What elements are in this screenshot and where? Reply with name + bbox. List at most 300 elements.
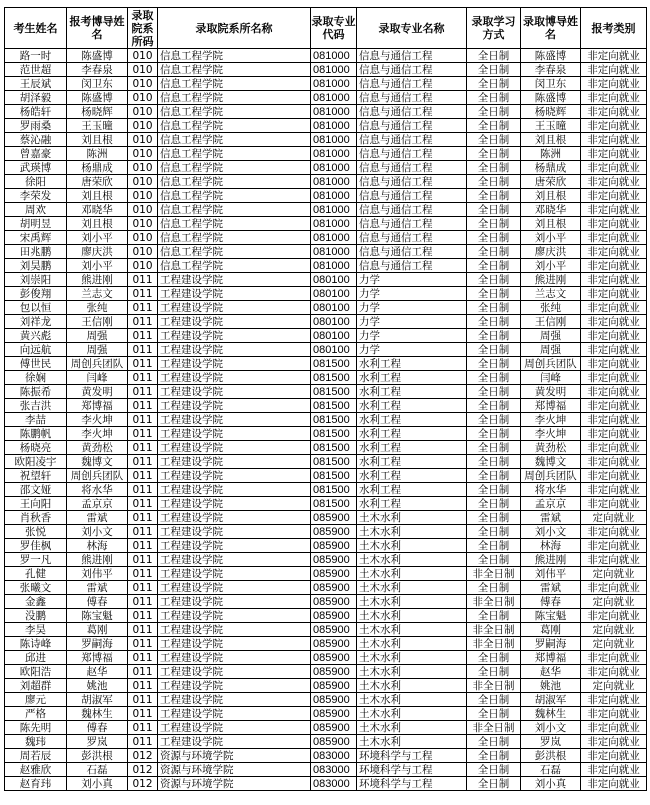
cell-category: 非定向就业 bbox=[581, 105, 647, 119]
cell-applied-supervisor: 胡淑军 bbox=[67, 693, 128, 707]
cell-category: 定向就业 bbox=[581, 567, 647, 581]
cell-dept-code: 012 bbox=[128, 777, 158, 791]
cell-major-name: 土木水利 bbox=[357, 581, 467, 595]
cell-major-code: 080100 bbox=[311, 315, 357, 329]
cell-category: 定向就业 bbox=[581, 623, 647, 637]
cell-major-name: 信息与通信工程 bbox=[357, 217, 467, 231]
cell-dept-name: 信息工程学院 bbox=[158, 175, 311, 189]
cell-dept-name: 工程建设学院 bbox=[158, 413, 311, 427]
cell-admitted-supervisor: 将水华 bbox=[521, 483, 581, 497]
table-row bbox=[5, 147, 647, 161]
cell-major-name: 土木水利 bbox=[357, 693, 467, 707]
cell-admitted-supervisor: 罗嗣海 bbox=[521, 637, 581, 651]
cell-candidate-name: 武瑛博 bbox=[5, 161, 67, 175]
cell-applied-supervisor: 邓晓华 bbox=[67, 203, 128, 217]
cell-study-mode: 全日制 bbox=[467, 119, 521, 133]
cell-applied-supervisor: 兰志文 bbox=[67, 287, 128, 301]
cell-study-mode: 非全日制 bbox=[467, 721, 521, 735]
cell-dept-code: 011 bbox=[128, 595, 158, 609]
cell-dept-name: 工程建设学院 bbox=[158, 707, 311, 721]
cell-major-code: 081000 bbox=[311, 217, 357, 231]
cell-major-code: 080100 bbox=[311, 287, 357, 301]
cell-applied-supervisor: 杨鼎成 bbox=[67, 161, 128, 175]
cell-major-name: 信息与通信工程 bbox=[357, 147, 467, 161]
cell-study-mode: 非全日制 bbox=[467, 679, 521, 693]
cell-major-name: 土木水利 bbox=[357, 595, 467, 609]
cell-dept-name: 信息工程学院 bbox=[158, 133, 311, 147]
cell-applied-supervisor: 张纯 bbox=[67, 301, 128, 315]
cell-major-name: 信息与通信工程 bbox=[357, 63, 467, 77]
cell-dept-code: 011 bbox=[128, 483, 158, 497]
cell-major-code: 081000 bbox=[311, 189, 357, 203]
table-row bbox=[5, 245, 647, 259]
cell-major-code: 085900 bbox=[311, 581, 357, 595]
cell-applied-supervisor: 黄发明 bbox=[67, 385, 128, 399]
table-row bbox=[5, 595, 647, 609]
cell-category: 非定向就业 bbox=[581, 483, 647, 497]
cell-major-name: 土木水利 bbox=[357, 553, 467, 567]
cell-candidate-name: 杨皓轩 bbox=[5, 105, 67, 119]
cell-dept-name: 信息工程学院 bbox=[158, 217, 311, 231]
cell-dept-name: 工程建设学院 bbox=[158, 287, 311, 301]
cell-admitted-supervisor: 胡淑军 bbox=[521, 693, 581, 707]
cell-admitted-supervisor: 彭洪根 bbox=[521, 749, 581, 763]
cell-dept-code: 010 bbox=[128, 91, 158, 105]
cell-dept-code: 011 bbox=[128, 721, 158, 735]
cell-dept-code: 011 bbox=[128, 427, 158, 441]
cell-major-code: 081500 bbox=[311, 469, 357, 483]
cell-study-mode: 全日制 bbox=[467, 329, 521, 343]
cell-dept-name: 工程建设学院 bbox=[158, 483, 311, 497]
table-row bbox=[5, 63, 647, 77]
cell-major-code: 081500 bbox=[311, 427, 357, 441]
cell-category: 非定向就业 bbox=[581, 287, 647, 301]
cell-dept-name: 工程建设学院 bbox=[158, 721, 311, 735]
table-row bbox=[5, 273, 647, 287]
cell-study-mode: 全日制 bbox=[467, 91, 521, 105]
cell-candidate-name: 张吉洪 bbox=[5, 399, 67, 413]
cell-study-mode: 全日制 bbox=[467, 371, 521, 385]
cell-major-name: 土木水利 bbox=[357, 539, 467, 553]
cell-admitted-supervisor: 罗岚 bbox=[521, 735, 581, 749]
cell-major-code: 085900 bbox=[311, 735, 357, 749]
cell-applied-supervisor: 王玉曈 bbox=[67, 119, 128, 133]
cell-category: 非定向就业 bbox=[581, 777, 647, 791]
cell-major-code: 081000 bbox=[311, 133, 357, 147]
cell-dept-code: 011 bbox=[128, 441, 158, 455]
cell-applied-supervisor: 刘伟平 bbox=[67, 567, 128, 581]
cell-study-mode: 全日制 bbox=[467, 609, 521, 623]
cell-dept-name: 工程建设学院 bbox=[158, 441, 311, 455]
cell-category: 非定向就业 bbox=[581, 693, 647, 707]
cell-major-code: 080100 bbox=[311, 273, 357, 287]
cell-admitted-supervisor: 魏林生 bbox=[521, 707, 581, 721]
cell-major-name: 土木水利 bbox=[357, 735, 467, 749]
cell-dept-name: 信息工程学院 bbox=[158, 147, 311, 161]
table-row bbox=[5, 105, 647, 119]
cell-major-code: 081000 bbox=[311, 203, 357, 217]
cell-major-name: 土木水利 bbox=[357, 637, 467, 651]
cell-major-code: 080100 bbox=[311, 301, 357, 315]
cell-admitted-supervisor: 葛刚 bbox=[521, 623, 581, 637]
cell-applied-supervisor: 罗岚 bbox=[67, 735, 128, 749]
cell-applied-supervisor: 李火坤 bbox=[67, 413, 128, 427]
cell-admitted-supervisor: 陈宝魁 bbox=[521, 609, 581, 623]
cell-admitted-supervisor: 魏博文 bbox=[521, 455, 581, 469]
cell-applied-supervisor: 周创兵团队 bbox=[67, 357, 128, 371]
cell-dept-code: 010 bbox=[128, 161, 158, 175]
cell-admitted-supervisor: 杨晓辉 bbox=[521, 105, 581, 119]
cell-dept-name: 工程建设学院 bbox=[158, 735, 311, 749]
cell-major-name: 信息与通信工程 bbox=[357, 231, 467, 245]
cell-major-name: 信息与通信工程 bbox=[357, 175, 467, 189]
cell-major-code: 083000 bbox=[311, 777, 357, 791]
cell-candidate-name: 陈振希 bbox=[5, 385, 67, 399]
cell-major-name: 信息与通信工程 bbox=[357, 133, 467, 147]
cell-admitted-supervisor: 傅春 bbox=[521, 595, 581, 609]
cell-major-name: 土木水利 bbox=[357, 609, 467, 623]
cell-category: 定向就业 bbox=[581, 637, 647, 651]
table-row bbox=[5, 511, 647, 525]
cell-admitted-supervisor: 张纯 bbox=[521, 301, 581, 315]
cell-dept-code: 011 bbox=[128, 567, 158, 581]
cell-dept-code: 011 bbox=[128, 707, 158, 721]
cell-category: 非定向就业 bbox=[581, 707, 647, 721]
cell-category: 非定向就业 bbox=[581, 147, 647, 161]
cell-admitted-supervisor: 刘小真 bbox=[521, 777, 581, 791]
cell-category: 非定向就业 bbox=[581, 763, 647, 777]
cell-major-code: 081000 bbox=[311, 259, 357, 273]
cell-applied-supervisor: 廖庆洪 bbox=[67, 245, 128, 259]
cell-category: 非定向就业 bbox=[581, 259, 647, 273]
cell-study-mode: 全日制 bbox=[467, 287, 521, 301]
cell-study-mode: 全日制 bbox=[467, 301, 521, 315]
cell-dept-name: 工程建设学院 bbox=[158, 315, 311, 329]
cell-study-mode: 全日制 bbox=[467, 273, 521, 287]
header-cell: 报考博导姓名 bbox=[67, 8, 128, 49]
cell-candidate-name: 杨晓亮 bbox=[5, 441, 67, 455]
cell-applied-supervisor: 陈盛博 bbox=[67, 49, 128, 63]
cell-major-name: 土木水利 bbox=[357, 721, 467, 735]
cell-major-name: 水利工程 bbox=[357, 413, 467, 427]
cell-category: 非定向就业 bbox=[581, 441, 647, 455]
cell-candidate-name: 刘祥龙 bbox=[5, 315, 67, 329]
cell-applied-supervisor: 熊进刚 bbox=[67, 273, 128, 287]
cell-major-code: 081000 bbox=[311, 77, 357, 91]
cell-dept-code: 010 bbox=[128, 133, 158, 147]
cell-dept-name: 工程建设学院 bbox=[158, 651, 311, 665]
cell-candidate-name: 傅世民 bbox=[5, 357, 67, 371]
cell-applied-supervisor: 雷斌 bbox=[67, 511, 128, 525]
cell-dept-name: 信息工程学院 bbox=[158, 105, 311, 119]
cell-admitted-supervisor: 黄劲松 bbox=[521, 441, 581, 455]
table-row bbox=[5, 483, 647, 497]
cell-applied-supervisor: 林海 bbox=[67, 539, 128, 553]
cell-dept-code: 010 bbox=[128, 119, 158, 133]
cell-study-mode: 全日制 bbox=[467, 763, 521, 777]
cell-major-code: 085900 bbox=[311, 637, 357, 651]
cell-dept-code: 011 bbox=[128, 581, 158, 595]
cell-dept-code: 011 bbox=[128, 371, 158, 385]
cell-applied-supervisor: 赵华 bbox=[67, 665, 128, 679]
table-row bbox=[5, 231, 647, 245]
cell-candidate-name: 路一时 bbox=[5, 49, 67, 63]
cell-major-name: 土木水利 bbox=[357, 623, 467, 637]
cell-admitted-supervisor: 刘且根 bbox=[521, 133, 581, 147]
cell-admitted-supervisor: 邓晓华 bbox=[521, 203, 581, 217]
cell-admitted-supervisor: 唐荣欣 bbox=[521, 175, 581, 189]
cell-dept-code: 011 bbox=[128, 315, 158, 329]
cell-candidate-name: 胡泽毅 bbox=[5, 91, 67, 105]
cell-major-code: 083000 bbox=[311, 763, 357, 777]
table-row bbox=[5, 217, 647, 231]
cell-dept-code: 010 bbox=[128, 217, 158, 231]
cell-major-code: 081500 bbox=[311, 441, 357, 455]
cell-candidate-name: 李喆 bbox=[5, 413, 67, 427]
cell-major-name: 水利工程 bbox=[357, 497, 467, 511]
cell-candidate-name: 魏玮 bbox=[5, 735, 67, 749]
table-row bbox=[5, 609, 647, 623]
cell-dept-name: 工程建设学院 bbox=[158, 525, 311, 539]
cell-major-name: 环境科学与工程 bbox=[357, 777, 467, 791]
cell-candidate-name: 刘昊鹏 bbox=[5, 259, 67, 273]
cell-admitted-supervisor: 杨鼎成 bbox=[521, 161, 581, 175]
cell-major-code: 085900 bbox=[311, 679, 357, 693]
cell-dept-name: 工程建设学院 bbox=[158, 399, 311, 413]
header-cell: 报考类别 bbox=[581, 8, 647, 49]
cell-applied-supervisor: 刘小真 bbox=[67, 777, 128, 791]
cell-major-code: 085900 bbox=[311, 553, 357, 567]
cell-admitted-supervisor: 兰志文 bbox=[521, 287, 581, 301]
cell-major-name: 信息与通信工程 bbox=[357, 161, 467, 175]
cell-dept-code: 011 bbox=[128, 343, 158, 357]
cell-study-mode: 全日制 bbox=[467, 483, 521, 497]
cell-study-mode: 全日制 bbox=[467, 189, 521, 203]
cell-candidate-name: 王向阳 bbox=[5, 497, 67, 511]
cell-major-code: 081500 bbox=[311, 399, 357, 413]
cell-admitted-supervisor: 孟京京 bbox=[521, 497, 581, 511]
cell-dept-code: 010 bbox=[128, 203, 158, 217]
cell-dept-name: 资源与环境学院 bbox=[158, 777, 311, 791]
table-row bbox=[5, 693, 647, 707]
table-row bbox=[5, 203, 647, 217]
table-row bbox=[5, 287, 647, 301]
cell-dept-code: 010 bbox=[128, 175, 158, 189]
cell-study-mode: 全日制 bbox=[467, 147, 521, 161]
cell-applied-supervisor: 李春泉 bbox=[67, 63, 128, 77]
cell-applied-supervisor: 傅春 bbox=[67, 721, 128, 735]
cell-study-mode: 全日制 bbox=[467, 161, 521, 175]
cell-admitted-supervisor: 李火坤 bbox=[521, 413, 581, 427]
cell-applied-supervisor: 郑博福 bbox=[67, 399, 128, 413]
cell-dept-code: 012 bbox=[128, 749, 158, 763]
cell-major-name: 力学 bbox=[357, 315, 467, 329]
cell-major-code: 085900 bbox=[311, 707, 357, 721]
cell-applied-supervisor: 刘小平 bbox=[67, 231, 128, 245]
cell-dept-name: 信息工程学院 bbox=[158, 245, 311, 259]
cell-candidate-name: 周欢 bbox=[5, 203, 67, 217]
table-row bbox=[5, 91, 647, 105]
cell-applied-supervisor: 周强 bbox=[67, 343, 128, 357]
cell-category: 非定向就业 bbox=[581, 161, 647, 175]
cell-major-name: 信息与通信工程 bbox=[357, 203, 467, 217]
cell-candidate-name: 彭俊翔 bbox=[5, 287, 67, 301]
cell-major-name: 土木水利 bbox=[357, 665, 467, 679]
cell-dept-code: 011 bbox=[128, 413, 158, 427]
table-row bbox=[5, 525, 647, 539]
cell-admitted-supervisor: 雷斌 bbox=[521, 581, 581, 595]
cell-admitted-supervisor: 陈盛博 bbox=[521, 49, 581, 63]
cell-candidate-name: 田兆鹏 bbox=[5, 245, 67, 259]
cell-admitted-supervisor: 林海 bbox=[521, 539, 581, 553]
cell-major-code: 081500 bbox=[311, 357, 357, 371]
cell-category: 非定向就业 bbox=[581, 553, 647, 567]
cell-dept-name: 工程建设学院 bbox=[158, 665, 311, 679]
table-row bbox=[5, 553, 647, 567]
cell-candidate-name: 李昊 bbox=[5, 623, 67, 637]
table-row bbox=[5, 469, 647, 483]
cell-dept-code: 011 bbox=[128, 525, 158, 539]
cell-admitted-supervisor: 刘且根 bbox=[521, 189, 581, 203]
cell-dept-name: 工程建设学院 bbox=[158, 455, 311, 469]
cell-admitted-supervisor: 石磊 bbox=[521, 763, 581, 777]
cell-dept-name: 工程建设学院 bbox=[158, 679, 311, 693]
cell-dept-code: 011 bbox=[128, 469, 158, 483]
cell-dept-code: 010 bbox=[128, 245, 158, 259]
cell-candidate-name: 徐娴 bbox=[5, 371, 67, 385]
cell-candidate-name: 向远航 bbox=[5, 343, 67, 357]
table-row bbox=[5, 567, 647, 581]
cell-dept-name: 工程建设学院 bbox=[158, 581, 311, 595]
cell-dept-name: 信息工程学院 bbox=[158, 189, 311, 203]
header-cell: 录取专业名称 bbox=[357, 8, 467, 49]
table-row bbox=[5, 161, 647, 175]
cell-admitted-supervisor: 刘小文 bbox=[521, 721, 581, 735]
cell-candidate-name: 罗佳枫 bbox=[5, 539, 67, 553]
cell-candidate-name: 邱进 bbox=[5, 651, 67, 665]
cell-study-mode: 全日制 bbox=[467, 399, 521, 413]
cell-dept-code: 010 bbox=[128, 259, 158, 273]
cell-major-code: 081000 bbox=[311, 91, 357, 105]
cell-dept-name: 工程建设学院 bbox=[158, 623, 311, 637]
table-row bbox=[5, 413, 647, 427]
cell-dept-name: 信息工程学院 bbox=[158, 119, 311, 133]
cell-category: 非定向就业 bbox=[581, 231, 647, 245]
cell-candidate-name: 金鑫 bbox=[5, 595, 67, 609]
cell-dept-code: 011 bbox=[128, 287, 158, 301]
table-row bbox=[5, 777, 647, 791]
cell-applied-supervisor: 刘小文 bbox=[67, 525, 128, 539]
cell-major-code: 081000 bbox=[311, 175, 357, 189]
cell-study-mode: 全日制 bbox=[467, 77, 521, 91]
cell-applied-supervisor: 将水华 bbox=[67, 483, 128, 497]
cell-candidate-name: 宋禹辉 bbox=[5, 231, 67, 245]
cell-major-code: 081000 bbox=[311, 105, 357, 119]
cell-major-name: 水利工程 bbox=[357, 469, 467, 483]
cell-dept-code: 011 bbox=[128, 539, 158, 553]
table-row bbox=[5, 441, 647, 455]
cell-candidate-name: 欧阳浩 bbox=[5, 665, 67, 679]
cell-category: 非定向就业 bbox=[581, 49, 647, 63]
cell-study-mode: 全日制 bbox=[467, 63, 521, 77]
cell-major-code: 081000 bbox=[311, 245, 357, 259]
cell-dept-code: 011 bbox=[128, 609, 158, 623]
cell-category: 非定向就业 bbox=[581, 651, 647, 665]
cell-category: 非定向就业 bbox=[581, 427, 647, 441]
header-cell: 录取专业代码 bbox=[311, 8, 357, 49]
cell-major-name: 土木水利 bbox=[357, 511, 467, 525]
cell-study-mode: 全日制 bbox=[467, 49, 521, 63]
cell-dept-name: 工程建设学院 bbox=[158, 427, 311, 441]
table-row bbox=[5, 427, 647, 441]
cell-major-name: 信息与通信工程 bbox=[357, 245, 467, 259]
cell-candidate-name: 邵文娅 bbox=[5, 483, 67, 497]
table-row bbox=[5, 763, 647, 777]
table-row bbox=[5, 581, 647, 595]
cell-applied-supervisor: 葛刚 bbox=[67, 623, 128, 637]
cell-dept-name: 工程建设学院 bbox=[158, 357, 311, 371]
cell-applied-supervisor: 孟京京 bbox=[67, 497, 128, 511]
cell-dept-code: 011 bbox=[128, 679, 158, 693]
table-row bbox=[5, 133, 647, 147]
cell-dept-code: 010 bbox=[128, 63, 158, 77]
cell-applied-supervisor: 郑博福 bbox=[67, 651, 128, 665]
table-row bbox=[5, 175, 647, 189]
cell-dept-code: 011 bbox=[128, 385, 158, 399]
table-row bbox=[5, 119, 647, 133]
cell-major-name: 土木水利 bbox=[357, 567, 467, 581]
cell-major-code: 080100 bbox=[311, 329, 357, 343]
cell-study-mode: 全日制 bbox=[467, 203, 521, 217]
cell-study-mode: 全日制 bbox=[467, 315, 521, 329]
cell-candidate-name: 胡明昱 bbox=[5, 217, 67, 231]
cell-candidate-name: 徐阳 bbox=[5, 175, 67, 189]
cell-major-name: 水利工程 bbox=[357, 483, 467, 497]
cell-major-code: 081000 bbox=[311, 119, 357, 133]
cell-category: 非定向就业 bbox=[581, 497, 647, 511]
cell-category: 非定向就业 bbox=[581, 301, 647, 315]
cell-applied-supervisor: 傅春 bbox=[67, 595, 128, 609]
cell-study-mode: 非全日制 bbox=[467, 623, 521, 637]
cell-major-code: 085900 bbox=[311, 511, 357, 525]
cell-dept-name: 工程建设学院 bbox=[158, 511, 311, 525]
table-row bbox=[5, 707, 647, 721]
cell-dept-name: 工程建设学院 bbox=[158, 595, 311, 609]
cell-dept-code: 011 bbox=[128, 511, 158, 525]
table-row bbox=[5, 385, 647, 399]
cell-candidate-name: 严格 bbox=[5, 707, 67, 721]
cell-candidate-name: 张悦 bbox=[5, 525, 67, 539]
cell-study-mode: 全日制 bbox=[467, 497, 521, 511]
cell-admitted-supervisor: 郑博福 bbox=[521, 399, 581, 413]
cell-dept-code: 012 bbox=[128, 763, 158, 777]
cell-study-mode: 全日制 bbox=[467, 665, 521, 679]
cell-category: 非定向就业 bbox=[581, 469, 647, 483]
cell-major-name: 力学 bbox=[357, 287, 467, 301]
cell-study-mode: 全日制 bbox=[467, 525, 521, 539]
cell-major-code: 081500 bbox=[311, 455, 357, 469]
cell-study-mode: 全日制 bbox=[467, 693, 521, 707]
cell-admitted-supervisor: 刘小平 bbox=[521, 259, 581, 273]
cell-dept-name: 工程建设学院 bbox=[158, 609, 311, 623]
cell-major-code: 081500 bbox=[311, 413, 357, 427]
header-cell: 录取院系所名称 bbox=[158, 8, 311, 49]
cell-study-mode: 全日制 bbox=[467, 777, 521, 791]
cell-dept-code: 011 bbox=[128, 735, 158, 749]
cell-study-mode: 全日制 bbox=[467, 455, 521, 469]
cell-study-mode: 非全日制 bbox=[467, 567, 521, 581]
cell-category: 非定向就业 bbox=[581, 413, 647, 427]
